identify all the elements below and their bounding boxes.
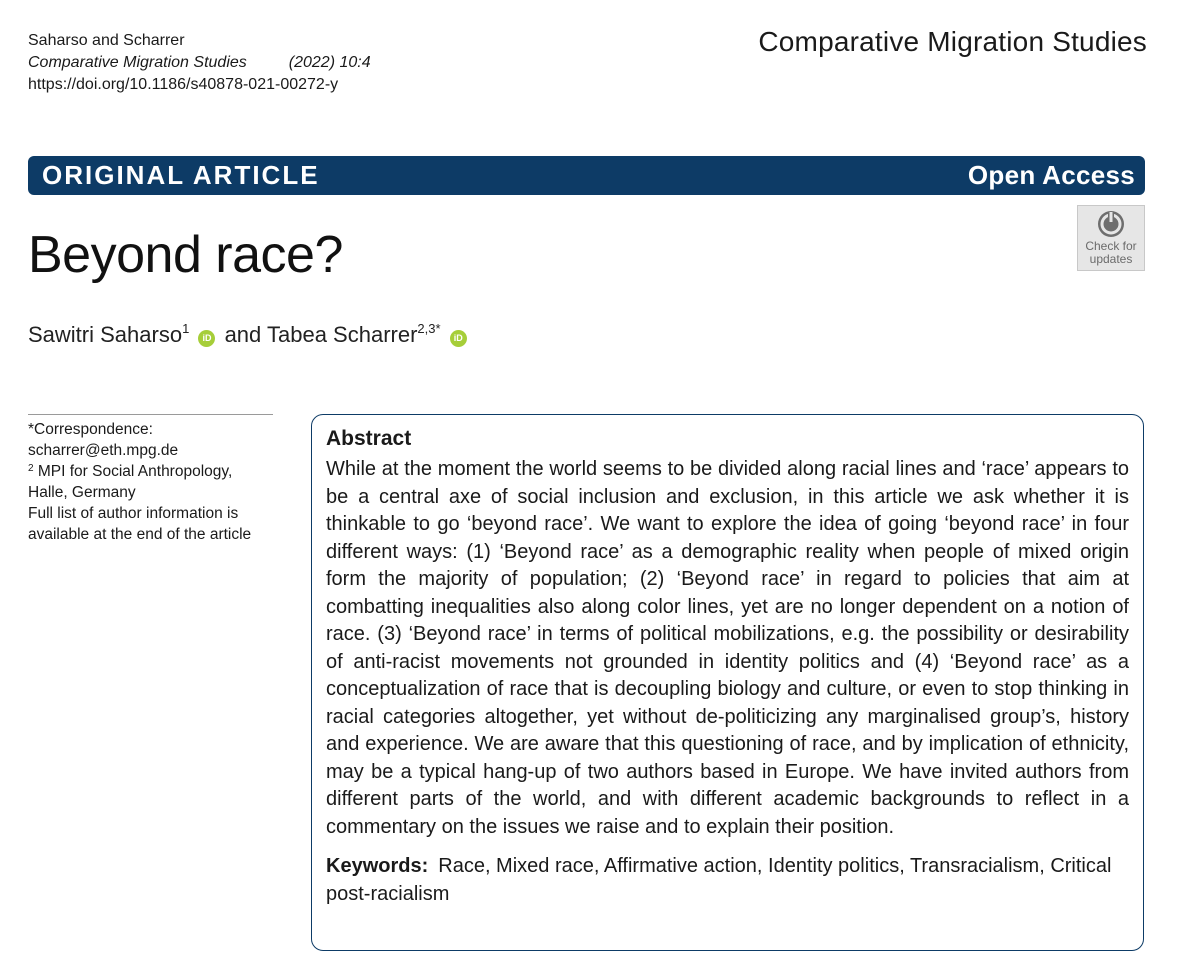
correspondence-email[interactable]: scharrer@eth.mpg.de bbox=[28, 442, 179, 459]
open-access-label: Open Access bbox=[967, 160, 1135, 190]
citation-journal-name: Comparative Migration Studies bbox=[28, 54, 247, 71]
abstract-box bbox=[311, 414, 1144, 951]
author-name[interactable]: Tabea Scharrer bbox=[267, 322, 418, 347]
citation-block bbox=[28, 30, 371, 96]
doi-link[interactable]: https://doi.org/10.1186/s40878-021-00272-y bbox=[28, 76, 339, 93]
abstract-heading: Abstract bbox=[326, 427, 412, 450]
journal-title: Comparative Migration Studies bbox=[758, 26, 1147, 57]
orcid-icon[interactable]: iD bbox=[450, 330, 467, 347]
citation-authors: Saharso and Scharrer bbox=[28, 32, 185, 49]
author-affiliation: 2,3* bbox=[417, 321, 441, 336]
correspondence-label: *Correspondence: bbox=[28, 421, 153, 438]
article-type-label: ORIGINAL ARTICLE bbox=[42, 160, 320, 190]
affiliation-note bbox=[28, 461, 258, 503]
correspondence-sidebar bbox=[28, 419, 258, 545]
author-affiliation: 1 bbox=[182, 321, 190, 336]
check-updates-line1: Check for bbox=[1085, 239, 1137, 253]
affiliation-text: MPI for Social Anthropology, Halle, Germany bbox=[28, 463, 233, 501]
sidebar-divider bbox=[28, 414, 273, 415]
check-updates-line2: updates bbox=[1089, 252, 1133, 266]
author-info-note: Full list of author information is available at the end of the article bbox=[28, 505, 252, 543]
orcid-icon[interactable]: iD bbox=[198, 330, 215, 347]
author-name[interactable]: Sawitri Saharso bbox=[28, 322, 183, 347]
check-updates-icon bbox=[1096, 209, 1126, 239]
affiliation-number: 2 bbox=[28, 463, 34, 474]
abstract-text: While at the moment the world seems to be divided along racial lines and ‘race’ appears to be a central axe of social inclusion and exclusion, in this article we ask whether it is thinkable to go ‘beyond race’. We want to explore the idea of going ‘beyond race’ in four different ways: (1) ‘Beyond race’ as a demographic reality when people of mixed origin form the majority of population; (2) ‘Beyond race’ in regard to policies that aim at combatting inequalities also along color lines, yet are no longer dependent on a notion of race. (3) ‘Beyond race’ in terms of political mobilizations, e.g. the possibility or desirability of anti-racist movements not grounded in identity politics and (4) ‘Beyond race’ as a conceptualization of race that is decoupling biology and culture, or even to stop thinking in racial categories altogether, yet without de-politicizing any marginalised group’s, history and experience. We are aware that this questioning of race, and by implication of ethnicity, may be a typical hang-up of two authors based in Europe. We have invited authors from different parts of the world, and with different academic backgrounds to reflect in a commentary on the issues we raise and to explain their position. bbox=[326, 458, 1129, 838]
author-separator: and bbox=[224, 322, 262, 347]
author-list bbox=[28, 320, 470, 350]
keywords-line bbox=[326, 853, 1129, 908]
article-title: Beyond race? bbox=[28, 226, 343, 284]
article-type-banner bbox=[28, 156, 1145, 195]
keywords-list: Race, Mixed race, Affirmative action, Identity politics, Transracialism, Critical post-racialism bbox=[326, 855, 1112, 905]
citation-issue: (2022) 10:4 bbox=[288, 54, 371, 71]
citation-journal-line bbox=[28, 52, 371, 74]
check-for-updates-badge[interactable] bbox=[1077, 205, 1145, 271]
keywords-label: Keywords: bbox=[326, 855, 429, 877]
